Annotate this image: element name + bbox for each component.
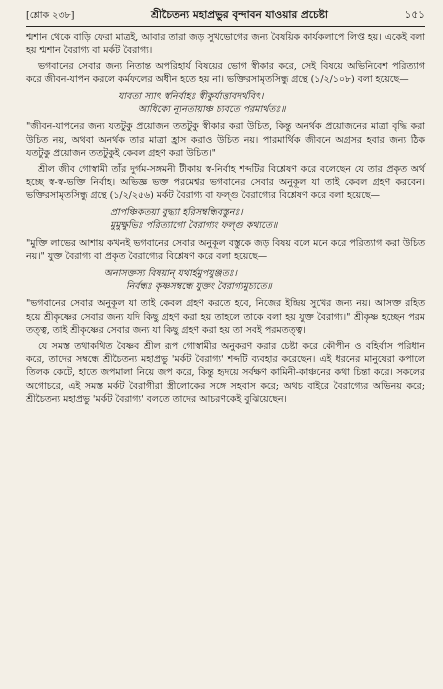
verse-block-3: [26, 267, 425, 294]
running-header: [26, 8, 425, 27]
verse-number: [শ্লোক ২৩৮]: [26, 10, 75, 21]
verse-block-2: [26, 206, 425, 233]
verse-line: আধিক্যে ন্যূনতায়াঞ্চ চ্যবতে পরমার্থতঃ॥: [138, 104, 286, 116]
paragraph-4: শ্রীল জীব গোস্বামী তাঁর দুর্গম-সঙ্গমনী টীকায় স্ব-নির্বাহ শব্দটির বিশ্লেষণ করে বলেছেন যে তার প্রকৃত অর্থ হচ্ছে স্ব-স্ব-ভক্তি নির্বাহ। অভিজ্ঞ ভক্ত পরমেশ্বর ভগবানের সেবার অনুকূল যা তাই কেবল গ্রহণ করবেন। ভক্তিরসামৃতসিন্ধু গ্রন্থে (১/২/২৫৬) মর্কট বৈরাগ্য বা ফল্গু বৈরাগ্যের বিশ্লেষণ করে বলা হয়েছে—: [26, 163, 425, 202]
page-number: ১৫১: [404, 9, 425, 21]
verse-line: অনাসক্তস্য বিষয়ান্ যথার্হমুপযুঞ্জতঃ।: [104, 267, 237, 279]
verse-line: মুমুক্ষুভিঃ পরিত্যাগো বৈরাগ্যং ফল্গু কথ্যতে॥: [110, 220, 278, 232]
verse-block-1: [26, 90, 425, 117]
verse-line: প্রাপঞ্চিকতয়া বুদ্ধ্যা হরিসম্বন্ধিবস্তুনঃ।: [110, 206, 243, 218]
paragraph-2: ভগবানের সেবার জন্য নিতান্ত অপরিহার্য বিষয়ের ভোগ স্বীকার করে, সেই বিষয়ে অভিনিবেশ পরিত্যাগ করে জীবন-যাপন করলে কর্মফলের অধীন হতে হয় না। ভক্তিরসামৃতসিন্ধু গ্রন্থে (১/২/১০৮) বলা হয়েছে—: [26, 60, 425, 86]
paragraph-3: "জীবন-যাপনের জন্য যতটুকু প্রয়োজন ততটুকু স্বীকার করা উচিত, কিন্তু অনর্থক প্রয়োজনের মাত্রা বৃদ্ধি করা উচিত নয়, অথবা অনর্থক তার মাত্রা হ্রাস করাও উচিত নয়। পারমার্থিক জীবনে অগ্রসর হবার জন্য ঠিক যতটুকু প্রয়োজন ততটুকুই কেবল গ্রহণ করা উচিত।": [26, 121, 425, 160]
verse-line: নির্বন্ধঃ কৃষ্ণসম্বন্ধে যুক্তং বৈরাগ্যমুচ্যতে॥: [126, 280, 272, 292]
paragraph-5: "মুক্তি লাভের আশায় কখনই ভগবানের সেবার অনুকূল বস্তুকে জড় বিষয় বলে মনে করে পরিত্যাগ করা উচিত নয়।" যুক্ত বৈরাগ্য বা প্রকৃত বৈরাগ্যের বিশ্লেষণ করে বলা হয়েছে—: [26, 237, 425, 263]
chapter-title: শ্রীচৈতন্য মহাপ্রভুর বৃন্দাবন যাওয়ার প্রচেষ্টা: [151, 9, 328, 21]
verse-line: যাবতা স্যাৎ স্বনির্বাহঃ স্বীকুর্যাত্তাবদর্থবিৎ।: [118, 90, 264, 102]
page-body: [26, 31, 425, 407]
paragraph-1: শ্মশান থেকে বাড়ি ফেরা মাত্রই, আবার তারা জড় সুখভোগের জন্য বৈষয়িক কার্যকলাপে লিপ্ত হয়। একেই বলা হয় শ্মশান বৈরাগ্য বা মর্কট বৈরাগ্য।: [26, 32, 425, 57]
paragraph-6: "ভগবানের সেবার অনুকূল যা তাই কেবল গ্রহণ করতে হবে, নিজের ইন্দ্রিয় সুখের জন্য নয়। আসক্ত রহিত হয়ে শ্রীকৃষ্ণের সেবার জন্য যদি কিছু গ্রহণ করা হয় তাহলে তাকে বলা হয় যুক্ত বৈরাগ্য।" শ্রীকৃষ্ণ হচ্ছেন পরম তত্ত্ব, তাই শ্রীকৃষ্ণের সেবার জন্য যা কিছু গ্রহণ করা হয় তা সবই পরমতত্ত্ব।: [26, 298, 425, 337]
paragraph-7: যে সমস্ত তথাকথিত বৈষ্ণব শ্রীল রূপ গোস্বামীর অনুকরণ করার চেষ্টা করে কৌপীন ও বহির্বাস পরিধান করে, তাদের সম্বন্ধে শ্রীচৈতন্য মহাপ্রভু 'মর্কট বৈরাগ্য' শব্দটি ব্যবহার করেছেন। এই ধরনের মানুষেরা কপালে তিলক কেটে, হাতে জপমালা নিয়ে জপ করে, কিন্তু হৃদয়ে সর্বক্ষণ কামিনী-কাঞ্চনের কথা চিন্তা করে। সকলের অগোচরে, এই সমস্ত মর্কট বৈরাগীরা স্ত্রীলোকের সঙ্গে সহবাস করে; অথচ বাইরে বৈরাগ্যের অভিনয় করে; শ্রীচৈতন্য মহাপ্রভু 'মর্কট বৈরাগ্য' বলতে তাদের আচরণকেই বুঝিয়েছেন।: [26, 340, 425, 406]
